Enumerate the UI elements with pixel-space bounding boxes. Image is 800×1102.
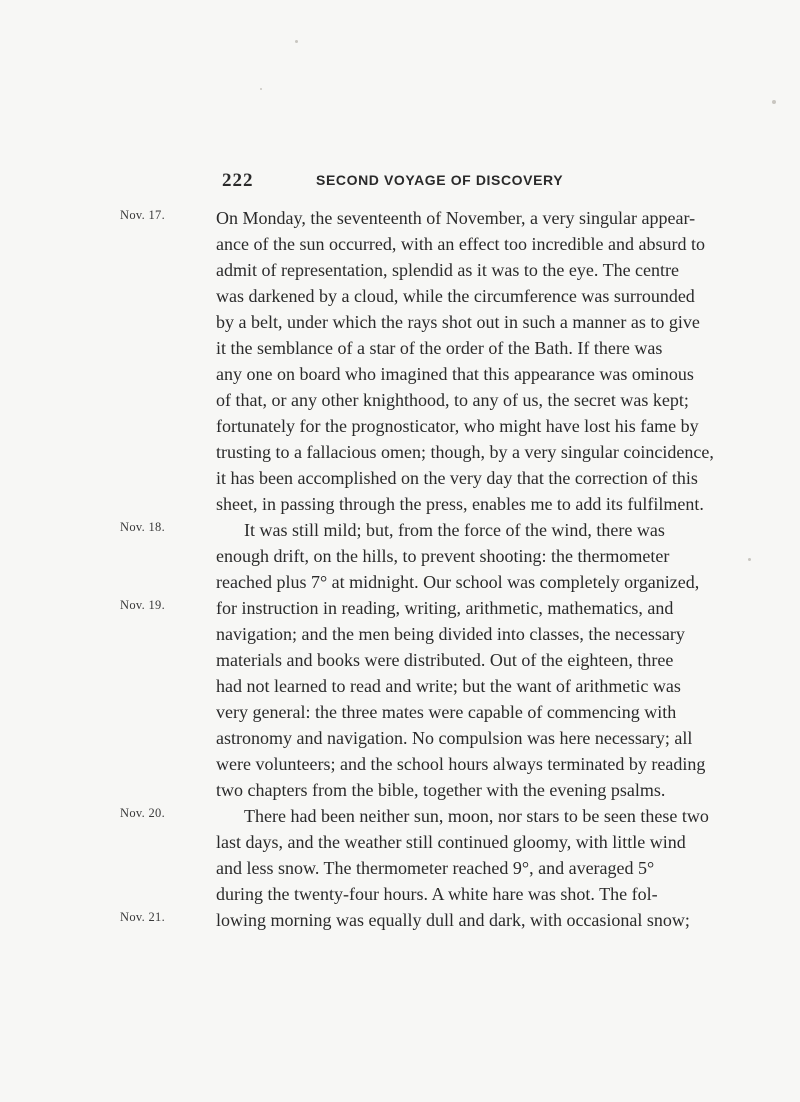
text-line: trusting to a fallacious omen; though, by a very singular coincidence, (216, 442, 714, 462)
text-line: two chapters from the bible, together with the evening psalms. (216, 780, 666, 800)
text-line: last days, and the weather still continued gloomy, with little wind (216, 832, 686, 852)
text-line: navigation; and the men being divided into classes, the necessary (216, 624, 685, 644)
page-number: 222 (222, 170, 254, 191)
text-line: was darkened by a cloud, while the circumference was surrounded (216, 286, 695, 306)
text-line: it the semblance of a star of the order of the Bath. If there was (216, 338, 663, 358)
paper-speck (260, 88, 262, 90)
margin-date-nov-20: Nov. 20. (120, 806, 165, 820)
text-line: were volunteers; and the school hours always terminated by reading (216, 754, 706, 774)
page-header (222, 170, 602, 192)
text-line: it has been accomplished on the very day that the correction of this (216, 468, 698, 488)
paper-speck (772, 100, 776, 104)
text-line: had not learned to read and write; but the want of arithmetic was (216, 676, 681, 696)
margin-date-nov-18: Nov. 18. (120, 520, 165, 534)
text-line: materials and books were distributed. Out of the eighteen, three (216, 650, 674, 670)
text-line: There had been neither sun, moon, nor stars to be seen these two (244, 806, 709, 826)
text-line: enough drift, on the hills, to prevent shooting: the thermometer (216, 546, 670, 566)
margin-date-nov-19: Nov. 19. (120, 598, 165, 612)
text-line: and less snow. The thermometer reached 9°, and averaged 5° (216, 858, 655, 878)
text-line: by a belt, under which the rays shot out in such a manner as to give (216, 312, 700, 332)
text-line: sheet, in passing through the press, enables me to add its fulfilment. (216, 494, 704, 514)
text-line: astronomy and navigation. No compulsion was here necessary; all (216, 728, 693, 748)
paper-speck (295, 40, 298, 43)
text-line: for instruction in reading, writing, arithmetic, mathematics, and (216, 598, 674, 618)
margin-date-nov-21: Nov. 21. (120, 910, 165, 924)
text-line: It was still mild; but, from the force of the wind, there was (244, 520, 665, 540)
text-line: On Monday, the seventeenth of November, a very singular appear- (216, 208, 696, 228)
running-head: SECOND VOYAGE OF DISCOVERY (316, 172, 564, 188)
margin-date-nov-17: Nov. 17. (120, 208, 165, 222)
paper-speck (748, 558, 751, 561)
text-line: of that, or any other knighthood, to any of us, the secret was kept; (216, 390, 689, 410)
text-line: admit of representation, splendid as it was to the eye. The centre (216, 260, 680, 280)
text-line: during the twenty-four hours. A white hare was shot. The fol- (216, 884, 658, 904)
text-line: any one on board who imagined that this appearance was ominous (216, 364, 694, 384)
text-line: very general: the three mates were capable of commencing with (216, 702, 677, 722)
text-line: lowing morning was equally dull and dark, with occasional snow; (216, 910, 690, 930)
text-line: reached plus 7° at midnight. Our school was completely organized, (216, 572, 700, 592)
text-line: fortunately for the prognosticator, who might have lost his fame by (216, 416, 699, 436)
text-line: ance of the sun occurred, with an effect too incredible and absurd to (216, 234, 705, 254)
